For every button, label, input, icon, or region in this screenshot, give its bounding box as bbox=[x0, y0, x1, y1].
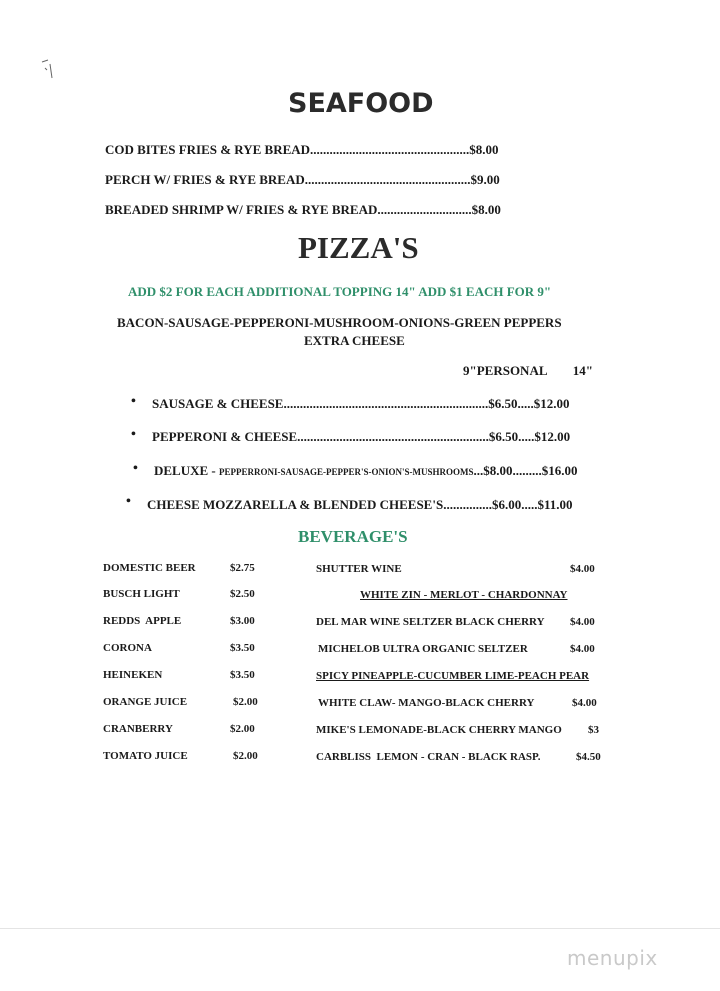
bev-right-name: SPICY PINEAPPLE-CUCUMBER LIME-PEACH PEAR bbox=[316, 670, 590, 682]
bev-left-price: $3.50 bbox=[230, 669, 255, 681]
pizza-title: PIZZA'S bbox=[298, 230, 419, 265]
deluxe-name: DELUXE - bbox=[154, 463, 220, 478]
bullet: • bbox=[131, 394, 136, 409]
bev-right-price: $4.50 bbox=[576, 751, 601, 763]
bullet: • bbox=[133, 461, 138, 476]
pizza-item-deluxe bbox=[154, 463, 578, 479]
bev-left-name: REDDS APPLE bbox=[103, 615, 182, 627]
bev-right-name: SHUTTER WINE bbox=[316, 563, 402, 575]
scan-mark bbox=[40, 58, 60, 82]
bev-right-price: $4.00 bbox=[570, 563, 595, 575]
bev-left-price: $2.00 bbox=[233, 750, 258, 762]
bev-right-price: $4.00 bbox=[572, 697, 597, 709]
topping-note: ADD $2 FOR EACH ADDITIONAL TOPPING 14" ADD $1 EACH FOR 9" bbox=[128, 284, 552, 299]
bev-left-name: HEINEKEN bbox=[103, 669, 163, 681]
bev-left-price: $2.00 bbox=[230, 723, 255, 735]
bev-right-name: MICHELOB ULTRA ORGANIC SELTZER bbox=[318, 643, 528, 655]
bev-left-name: DOMESTIC BEER bbox=[103, 562, 196, 574]
toppings-line-2: EXTRA CHEESE bbox=[304, 333, 405, 348]
watermark-logo: menupix bbox=[567, 946, 658, 970]
bullet: • bbox=[126, 494, 131, 509]
bev-right-name: MIKE'S LEMONADE-BLACK CHERRY MANGO bbox=[316, 724, 562, 736]
bev-right-name: WHITE CLAW- MANGO-BLACK CHERRY bbox=[318, 697, 535, 709]
bev-right-price: $4.00 bbox=[570, 643, 595, 655]
bev-right-name: WHITE ZIN - MERLOT - CHARDONNAY bbox=[360, 589, 568, 601]
bev-left-price: $2.50 bbox=[230, 588, 255, 600]
bullet: • bbox=[131, 427, 136, 442]
beverages-title: BEVERAGE'S bbox=[298, 527, 408, 546]
pizza-item-pepperoni: PEPPERONI & CHEESE...........................................................$6.50.....$12.00 bbox=[152, 429, 571, 444]
bev-left-price: $2.75 bbox=[230, 562, 255, 574]
bev-left-name: CRANBERRY bbox=[103, 723, 173, 735]
bev-right-price: $4.00 bbox=[570, 616, 595, 628]
seafood-item-cod: COD BITES FRIES & RYE BREAD.................................................$8.00 bbox=[105, 142, 499, 157]
bev-left-name: TOMATO JUICE bbox=[103, 750, 188, 762]
bev-right-price: $3 bbox=[588, 724, 599, 736]
bev-left-price: $2.00 bbox=[233, 696, 258, 708]
bev-left-price: $3.00 bbox=[230, 615, 255, 627]
size-header: 9"PERSONAL 14" bbox=[463, 363, 594, 378]
bev-left-name: ORANGE JUICE bbox=[103, 696, 188, 708]
pizza-item-sausage: SAUSAGE & CHEESE...............................................................$6.50.....$12.00 bbox=[152, 396, 570, 411]
bev-left-name: CORONA bbox=[103, 642, 152, 654]
deluxe-detail: PEPPERRONI-SAUSAGE-PEPPER'S-ONION'S-MUSHROOMS bbox=[219, 467, 474, 477]
toppings-line-1: BACON-SAUSAGE-PEPPERONI-MUSHROOM-ONIONS-GREEN PEPPERS bbox=[117, 315, 562, 330]
bev-right-name: DEL MAR WINE SELTZER BLACK CHERRY bbox=[316, 616, 545, 628]
seafood-item-perch: PERCH W/ FRIES & RYE BREAD...................................................$9.00 bbox=[105, 172, 500, 187]
seafood-item-shrimp: BREADED SHRIMP W/ FRIES & RYE BREAD.............................$8.00 bbox=[105, 202, 501, 217]
seafood-title: SEAFOOD bbox=[288, 88, 434, 119]
deluxe-price: ...$8.00.........$16.00 bbox=[473, 463, 578, 478]
pizza-item-cheese: CHEESE MOZZARELLA & BLENDED CHEESE'S...............$6.00.....$11.00 bbox=[147, 497, 573, 512]
bev-right-name: CARBLISS LEMON - CRAN - BLACK RASP. bbox=[316, 751, 541, 763]
bev-left-price: $3.50 bbox=[230, 642, 255, 654]
bev-left-name: BUSCH LIGHT bbox=[103, 588, 180, 600]
